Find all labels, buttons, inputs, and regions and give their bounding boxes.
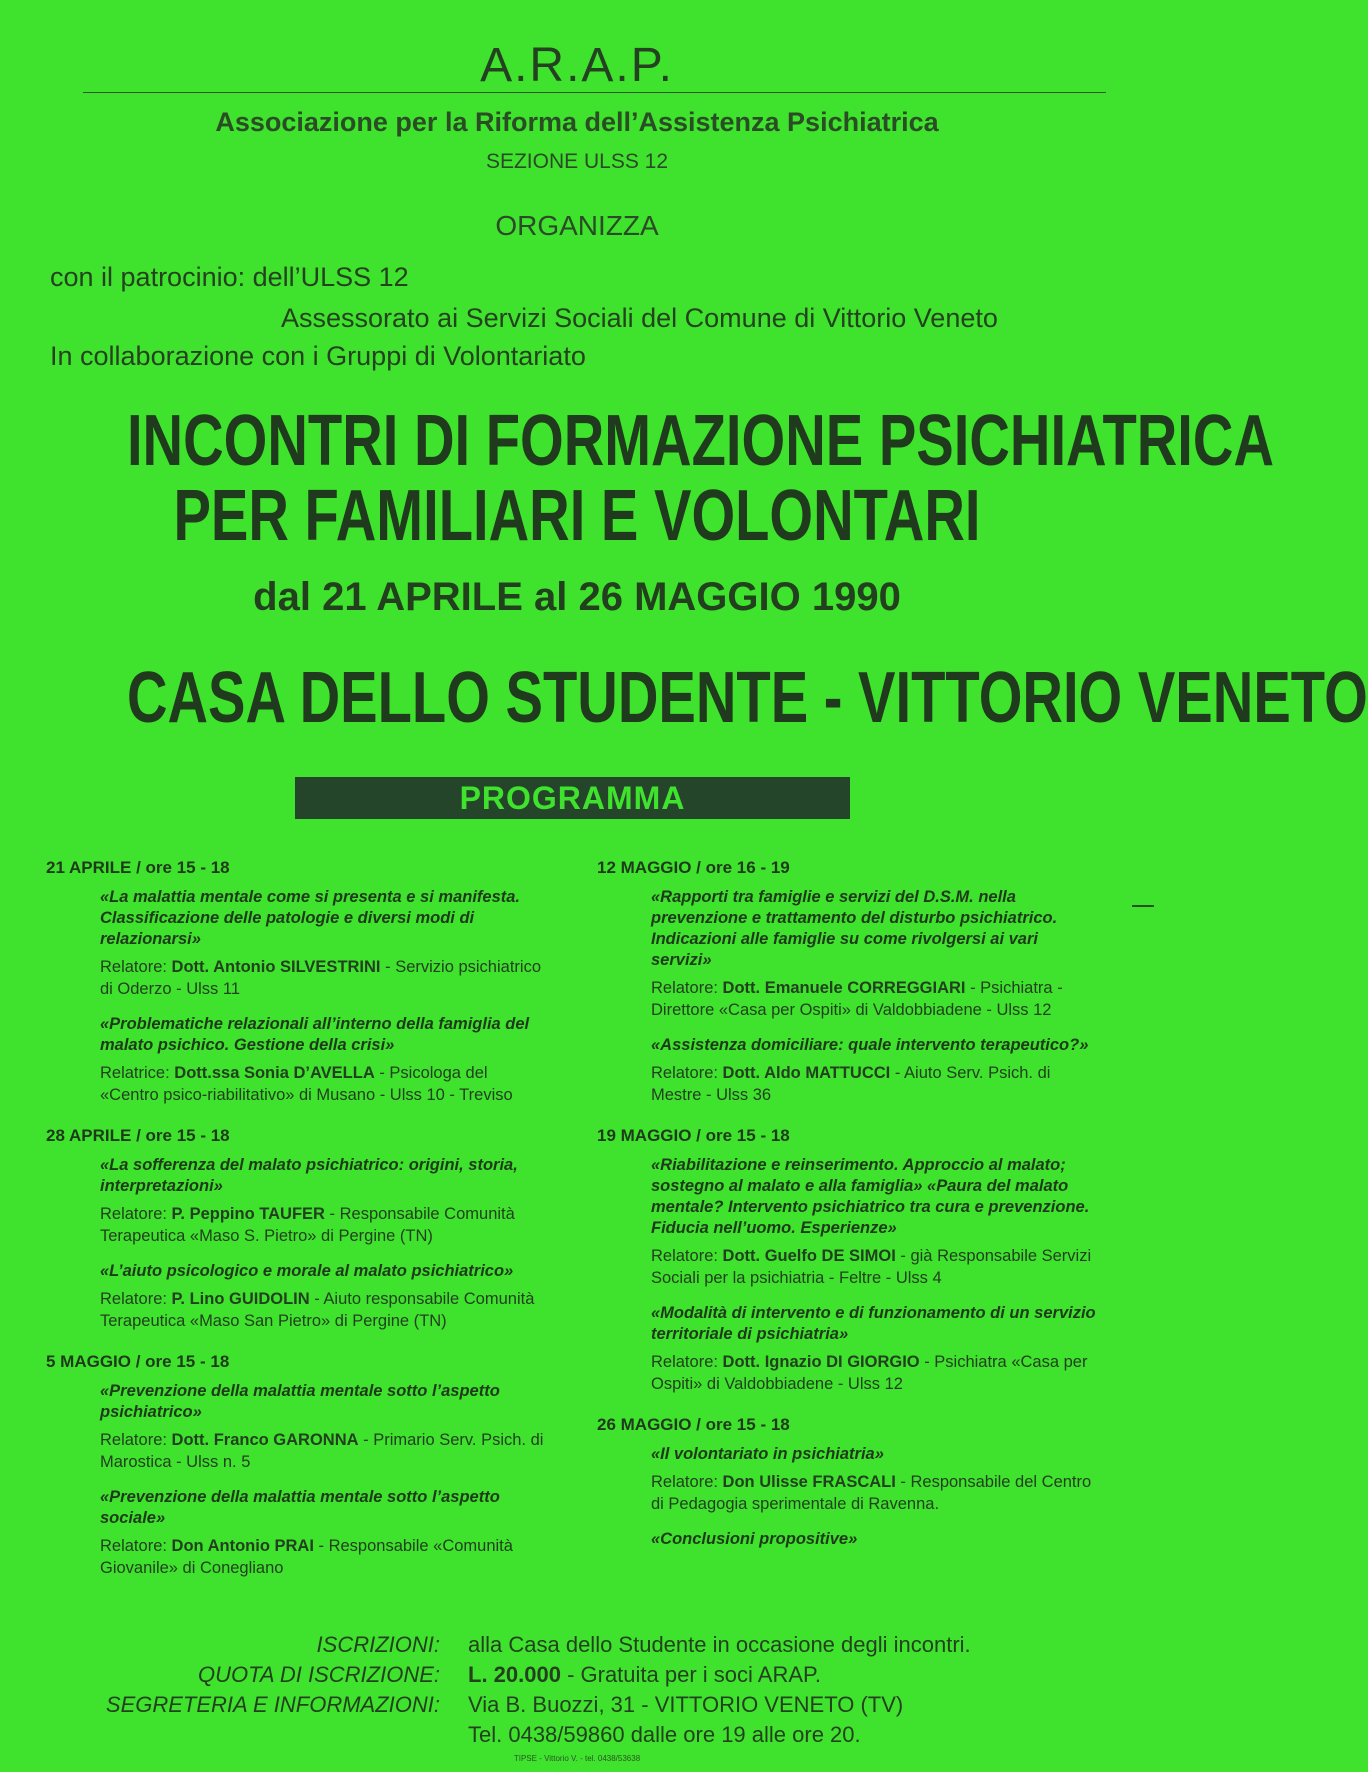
program-talk <box>651 1444 1097 1515</box>
speaker-role: Relatrice: <box>100 1064 175 1082</box>
talk-speaker <box>651 1245 1097 1289</box>
secretariat-phone: Tel. 0438/59860 dalle ore 19 alle ore 20. <box>468 1722 861 1747</box>
registration-value: alla Casa dello Studente in occasione degli incontri. <box>468 1632 971 1657</box>
talk-topic: «Riabilitazione e reinserimento. Approccio al malato; sostegno al malato e alla famiglia» «Paura del malato mentale? Intervento psichiatrico tra cura e prevenzione. Fiducia nell’uomo. Esperienze» <box>651 1156 1090 1237</box>
talk-speaker <box>651 977 1097 1021</box>
registration-label: ISCRIZIONI: <box>316 1632 440 1657</box>
event-venue: CASA DELLO STUDENTE - VITTORIO VENETO <box>126 658 1368 738</box>
talk-topic: «Il volontariato in psichiatria» <box>651 1445 884 1463</box>
fee-value <box>468 1662 821 1688</box>
printer-credit: TIPSE - Vittorio V. - tel. 0438/53638 <box>513 1754 641 1763</box>
speaker-role: Relatore: <box>651 1353 723 1371</box>
program-talk <box>100 1155 546 1247</box>
speaker-name: Dott.ssa Sonia D’AVELLA <box>174 1064 375 1082</box>
fee-label: QUOTA DI ISCRIZIONE: <box>197 1662 440 1687</box>
speaker-name: Don Ulisse FRASCALI <box>722 1473 896 1491</box>
speaker-affiliation: - Aiuto Serv. Psich. di Mestre - Ulss 36 <box>651 1064 1051 1104</box>
talk-topic: «Assistenza domiciliare: quale intervento terapeutico?» <box>651 1036 1089 1054</box>
program-talk <box>651 887 1097 1021</box>
talk-speaker <box>651 1471 1097 1515</box>
speaker-affiliation: - Primario Serv. Psich. di Marostica - Ulss n. 5 <box>100 1431 544 1471</box>
program-day-heading: 26 MAGGIO / ore 15 - 18 <box>597 1415 790 1434</box>
patronage-line-1: con il patrocinio: dell’ULSS 12 <box>50 262 409 292</box>
talk-topic: «La malattia mentale come si presenta e si manifesta. Classificazione delle patologie e diversi modi di relazionarsi» <box>100 888 521 948</box>
secretariat-address: Via B. Buozzi, 31 - VITTORIO VENETO (TV) <box>468 1692 904 1717</box>
speaker-name: Dott. Antonio SILVESTRINI <box>171 958 381 976</box>
talk-topic: «Prevenzione della malattia mentale sotto l’aspetto psichiatrico» <box>100 1382 500 1421</box>
program-day-heading: 21 APRILE / ore 15 - 18 <box>46 858 230 877</box>
talk-speaker <box>100 1062 546 1106</box>
speaker-affiliation: - già Responsabile Servizi Sociali per la psichiatria - Feltre - Ulss 4 <box>651 1247 1092 1287</box>
talk-speaker <box>651 1351 1097 1395</box>
secretariat-label: SEGRETERIA E INFORMAZIONI: <box>105 1692 440 1717</box>
speaker-affiliation: - Psicologa del «Centro psico-riabilitativo» di Musano - Ulss 10 - Treviso <box>100 1064 513 1104</box>
program-talk <box>651 1303 1097 1395</box>
speaker-role: Relatore: <box>100 958 172 976</box>
talk-topic: «Modalità di intervento e di funzionamento di un servizio territoriale di psichiatria» <box>651 1304 1096 1343</box>
talk-topic: «Problematiche relazionali all’interno della famiglia del malato psichico. Gestione della crisi» <box>100 1015 530 1054</box>
speaker-role: Relatore: <box>651 1247 723 1265</box>
program-right-column <box>597 858 1097 1564</box>
speaker-role: Relatore: <box>651 1064 723 1082</box>
speaker-role: Relatore: <box>100 1290 172 1308</box>
patronage-line-2: Assessorato ai Servizi Sociali del Comune di Vittorio Veneto <box>281 303 998 333</box>
fee-note: - Gratuita per i soci ARAP. <box>560 1662 821 1687</box>
speaker-affiliation: - Servizio psichiatrico di Oderzo - Ulss 11 <box>100 958 541 998</box>
talk-topic: «L’aiuto psicologico e morale al malato psichiatrico» <box>100 1262 514 1280</box>
edge-mark <box>1132 905 1154 907</box>
talk-speaker <box>100 1535 546 1579</box>
speaker-name: Dott. Aldo MATTUCCI <box>722 1064 891 1082</box>
talk-speaker <box>100 956 546 1000</box>
speaker-role: Relatore: <box>100 1205 172 1223</box>
org-full-name: Associazione per la Riforma dell’Assistenza Psichiatrica <box>215 107 939 137</box>
program-day-heading: 19 MAGGIO / ore 15 - 18 <box>597 1126 790 1145</box>
talk-topic: «La sofferenza del malato psichiatrico: origini, storia, interpretazioni» <box>100 1156 518 1195</box>
main-title-line-2: PER FAMILIARI E VOLONTARI <box>173 476 981 556</box>
speaker-name: Don Antonio PRAI <box>171 1537 314 1555</box>
program-talk <box>100 887 546 1000</box>
header-divider <box>83 92 1106 93</box>
program-talk <box>100 1487 546 1579</box>
speaker-affiliation: - Psichiatra «Casa per Ospiti» di Valdobbiadene - Ulss 12 <box>651 1353 1088 1393</box>
speaker-role: Relatore: <box>651 979 723 997</box>
speaker-name: Dott. Ignazio DI GIORGIO <box>722 1353 920 1371</box>
speaker-affiliation: - Responsabile del Centro di Pedagogia sperimentale di Ravenna. <box>651 1473 1092 1513</box>
speaker-affiliation: - Responsabile «Comunità Giovanile» di Conegliano <box>100 1537 513 1577</box>
talk-topic: «Prevenzione della malattia mentale sotto l’aspetto sociale» <box>100 1488 500 1527</box>
speaker-role: Relatore: <box>100 1537 172 1555</box>
program-left-column <box>46 858 546 1593</box>
speaker-affiliation: - Psichiatra - Direttore «Casa per Ospiti» di Valdobbiadene - Ulss 12 <box>651 979 1063 1019</box>
speaker-name: P. Lino GUIDOLIN <box>171 1290 310 1308</box>
program-talk <box>651 1155 1097 1289</box>
speaker-affiliation: - Responsabile Comunità Terapeutica «Maso S. Pietro» di Pergine (TN) <box>100 1205 515 1245</box>
program-talk <box>651 1529 1097 1550</box>
program-day-heading: 28 APRILE / ore 15 - 18 <box>46 1126 230 1145</box>
main-title-line-1: INCONTRI DI FORMAZIONE PSICHIATRICA <box>126 401 1275 481</box>
speaker-affiliation: - Aiuto responsabile Comunità Terapeutica «Maso San Pietro» di Pergine (TN) <box>100 1290 535 1330</box>
event-dates: dal 21 APRILE al 26 MAGGIO 1990 <box>253 575 901 619</box>
program-talk <box>651 1035 1097 1106</box>
speaker-name: Dott. Franco GARONNA <box>171 1431 359 1449</box>
organizza-label: ORGANIZZA <box>495 210 659 241</box>
speaker-name: P. Peppino TAUFER <box>171 1205 325 1223</box>
talk-speaker <box>100 1203 546 1247</box>
talk-topic: «Conclusioni propositive» <box>651 1530 858 1548</box>
org-section: SEZIONE ULSS 12 <box>485 150 669 173</box>
talk-speaker <box>100 1429 546 1473</box>
talk-speaker <box>100 1288 546 1332</box>
program-day-heading: 12 MAGGIO / ore 16 - 19 <box>597 858 790 877</box>
fee-amount: L. 20.000 <box>468 1662 561 1687</box>
program-talk <box>100 1261 546 1332</box>
speaker-name: Dott. Emanuele CORREGGIARI <box>722 979 966 997</box>
speaker-role: Relatore: <box>100 1431 172 1449</box>
collaboration-line: In collaborazione con i Gruppi di Volontariato <box>50 341 586 371</box>
speaker-name: Dott. Guelfo DE SIMOI <box>722 1247 896 1265</box>
program-day-heading: 5 MAGGIO / ore 15 - 18 <box>46 1352 230 1371</box>
org-acronym: A.R.A.P. <box>480 39 674 92</box>
program-banner: PROGRAMMA <box>295 777 850 819</box>
talk-speaker <box>651 1062 1097 1106</box>
talk-topic: «Rapporti tra famiglie e servizi del D.S.M. nella prevenzione e trattamento del disturbo psichiatrico. Indicazioni alle famiglie su come rivolgersi ai vari servizi» <box>651 888 1058 969</box>
program-talk <box>100 1381 546 1473</box>
speaker-role: Relatore: <box>651 1473 723 1491</box>
program-talk <box>100 1014 546 1106</box>
